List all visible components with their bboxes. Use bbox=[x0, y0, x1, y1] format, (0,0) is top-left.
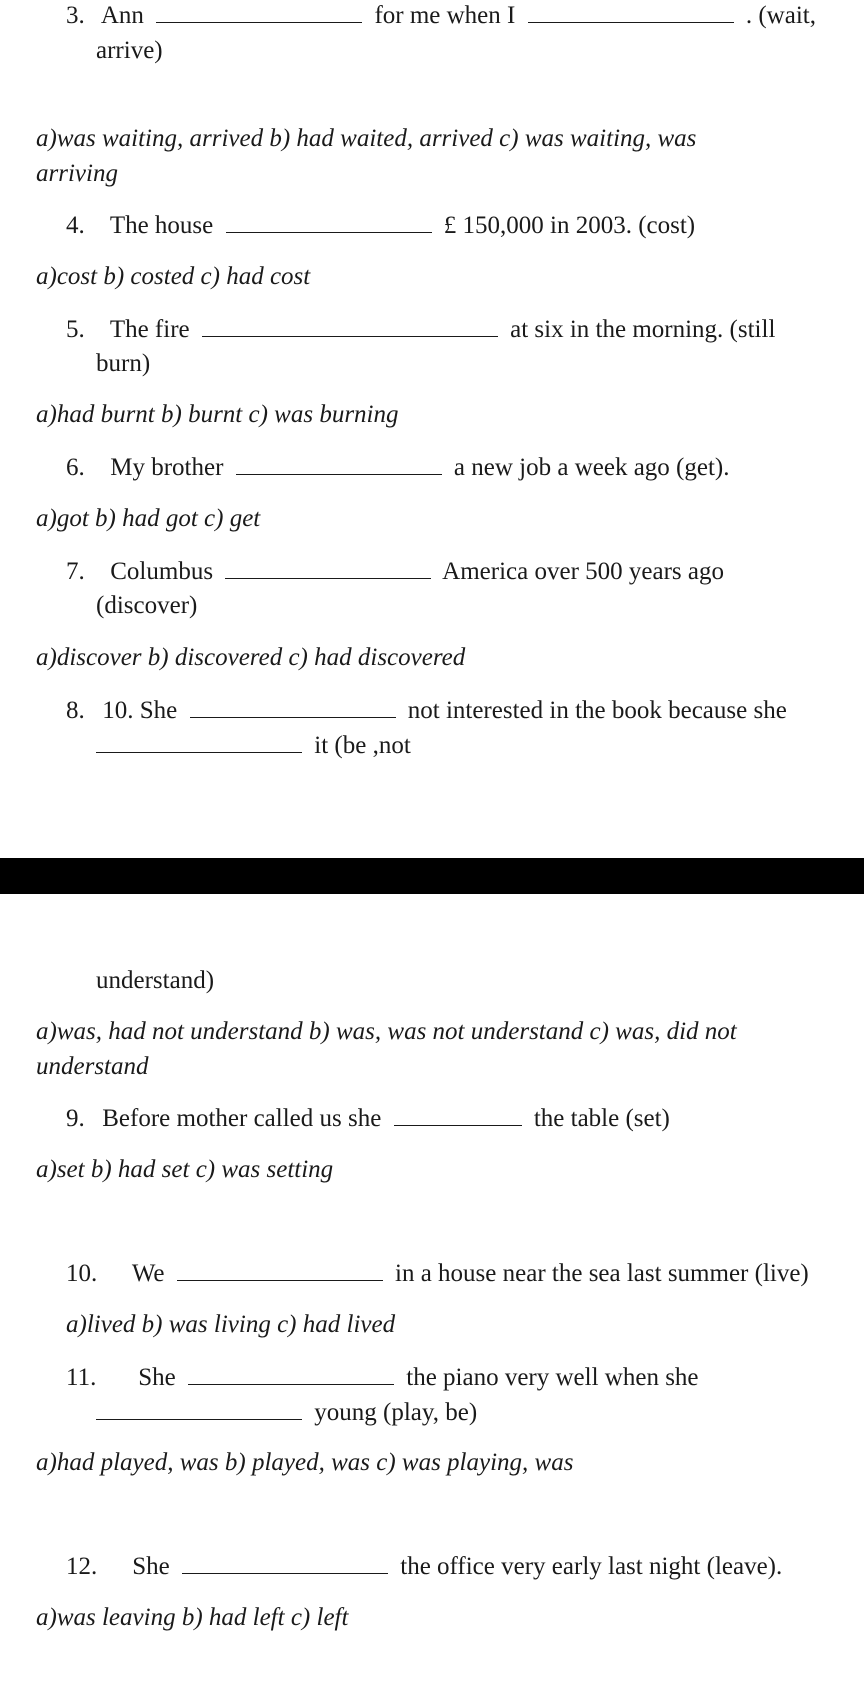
question-text: She bbox=[138, 1364, 176, 1391]
answer-blank bbox=[226, 210, 432, 233]
answer-blank bbox=[96, 1397, 302, 1420]
answer-options-11: a)had played, was b) played, was c) was playing, was bbox=[36, 1449, 574, 1476]
answer-options-10: a)lived b) was living c) had lived bbox=[66, 1311, 396, 1338]
question-number: 11. bbox=[66, 1364, 97, 1391]
question-11 bbox=[66, 1362, 699, 1393]
question-text: . (wait, bbox=[745, 2, 816, 29]
answer-blank bbox=[236, 452, 442, 475]
question-text: Columbus bbox=[110, 558, 214, 585]
question-9 bbox=[66, 1103, 670, 1134]
answer-options-5: a)had burnt b) burnt c) was burning bbox=[36, 401, 399, 428]
answer-blank bbox=[528, 0, 734, 23]
question-number: 10. bbox=[66, 1260, 98, 1287]
answer-blank bbox=[225, 556, 431, 579]
question-text: the office very early last night (leave). bbox=[400, 1553, 783, 1580]
question-10 bbox=[66, 1258, 809, 1289]
question-text: 10. She bbox=[102, 697, 178, 724]
question-5 bbox=[66, 314, 775, 345]
question-11-continuation bbox=[96, 1397, 477, 1428]
question-text: at six in the morning. (still bbox=[510, 316, 776, 343]
answer-options-3-continuation: arriving bbox=[36, 160, 118, 187]
question-number: 4. bbox=[66, 212, 85, 239]
question-text: the piano very well when she bbox=[406, 1364, 699, 1391]
question-text: My brother bbox=[110, 454, 224, 481]
answer-blank bbox=[188, 1362, 394, 1385]
question-8-continuation bbox=[96, 730, 411, 761]
question-number: 5. bbox=[66, 316, 85, 343]
question-text: The house bbox=[109, 212, 214, 239]
answer-blank bbox=[177, 1258, 383, 1281]
question-text: We bbox=[131, 1260, 165, 1287]
answer-blank bbox=[394, 1103, 522, 1126]
answer-blank bbox=[202, 314, 498, 337]
question-number: 9. bbox=[66, 1105, 85, 1132]
question-number: 3. bbox=[66, 2, 85, 29]
question-6 bbox=[66, 452, 730, 483]
question-number: 12. bbox=[66, 1553, 98, 1580]
answer-options-3: a)was waiting, arrived b) had waited, arrived c) was waiting, was bbox=[36, 125, 697, 152]
question-4 bbox=[66, 210, 695, 241]
answer-options-8: a)was, had not understand b) was, was not understand c) was, did not bbox=[36, 1018, 737, 1045]
question-8-continuation-2: understand) bbox=[96, 967, 215, 994]
question-12 bbox=[66, 1551, 782, 1582]
answer-blank bbox=[182, 1551, 388, 1574]
answer-options-9: a)set b) had set c) was setting bbox=[36, 1156, 334, 1183]
question-text: for me when I bbox=[374, 2, 516, 29]
answer-blank bbox=[96, 730, 302, 753]
question-8 bbox=[66, 695, 787, 726]
question-text: not interested in the book because she bbox=[407, 697, 787, 724]
black-bar bbox=[0, 858, 864, 894]
answer-options-4: a)cost b) costed c) had cost bbox=[36, 263, 311, 290]
answer-options-7: a)discover b) discovered c) had discovered bbox=[36, 644, 466, 671]
question-text: The fire bbox=[109, 316, 190, 343]
answer-blank bbox=[156, 0, 362, 23]
question-text: She bbox=[132, 1553, 170, 1580]
question-number: 8. bbox=[66, 697, 85, 724]
question-number: 6. bbox=[66, 454, 85, 481]
answer-blank bbox=[190, 695, 396, 718]
question-text: a new job a week ago (get). bbox=[453, 454, 730, 481]
answer-options-8-continuation: understand bbox=[36, 1053, 149, 1080]
question-text: in a house near the sea last summer (live) bbox=[395, 1260, 809, 1287]
question-3-continuation: arrive) bbox=[96, 37, 163, 64]
question-text: Ann bbox=[100, 2, 144, 29]
question-text: it (be ,not bbox=[314, 732, 411, 759]
question-text: America over 500 years ago bbox=[442, 558, 724, 585]
question-7 bbox=[66, 556, 724, 587]
question-text: £ 150,000 in 2003. (cost) bbox=[443, 212, 696, 239]
question-text: young (play, be) bbox=[314, 1399, 478, 1426]
question-number: 7. bbox=[66, 558, 85, 585]
question-text: Before mother called us she bbox=[102, 1105, 382, 1132]
answer-options-6: a)got b) had got c) get bbox=[36, 505, 261, 532]
question-7-continuation: (discover) bbox=[96, 592, 198, 619]
question-3 bbox=[66, 0, 816, 31]
question-text: the table (set) bbox=[533, 1105, 670, 1132]
answer-options-12: a)was leaving b) had left c) left bbox=[36, 1604, 349, 1631]
question-5-continuation: burn) bbox=[96, 350, 151, 377]
